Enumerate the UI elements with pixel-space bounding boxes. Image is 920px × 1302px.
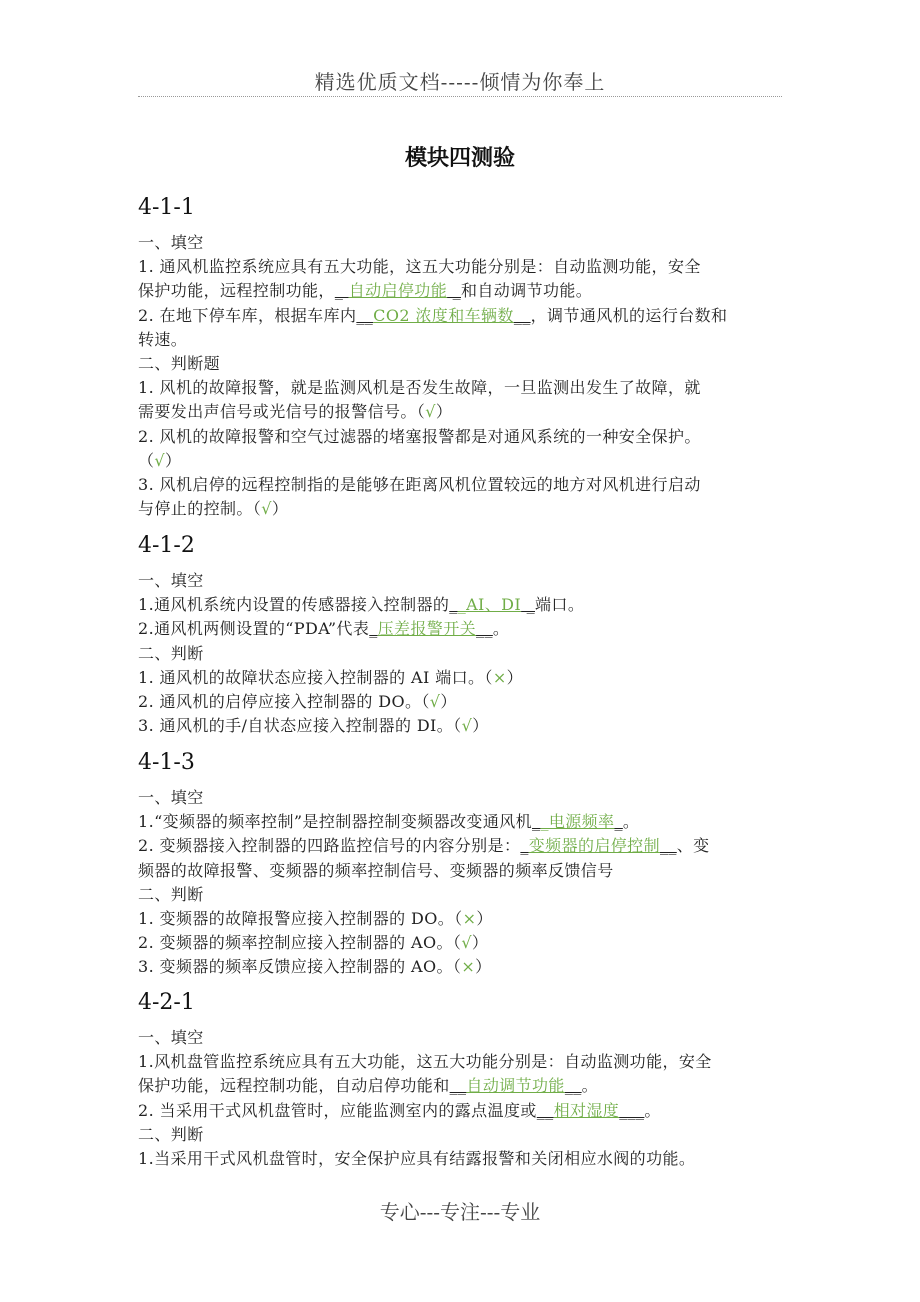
- judge-text: 1.当采用干式风机盘管时，安全保护应具有结露报警和关闭相应水阀的功能。: [138, 1149, 696, 1169]
- check-mark-icon: √: [461, 933, 472, 953]
- section-4-1-1: [138, 193, 788, 521]
- judge-label: 二、判断: [138, 643, 204, 663]
- answer-text: 压差报警开关: [377, 619, 477, 639]
- question-text: 转速。: [138, 329, 188, 349]
- cross-mark-icon: ×: [461, 957, 476, 977]
- question-text: 频器的故障报警、变频器的频率控制信号、变频器的频率反馈信号: [138, 860, 614, 880]
- section-4-2-1: [138, 988, 788, 1171]
- document-title: 模块四测验: [404, 145, 515, 171]
- answer-text: 自动调节功能: [466, 1076, 565, 1096]
- question-text: 保护功能，远程控制功能，_ 自动启停功能 _和自动调节功能。: [138, 281, 593, 301]
- check-mark-icon: √: [154, 450, 166, 470]
- judge-text: 1. 风机的故障报警，就是监测风机是否发生故障，一旦监测出发生了故障，就: [138, 378, 701, 398]
- question-text: 1.通风机系统内设置的传感器接入控制器的__AI、DI _端口。: [138, 595, 585, 615]
- judge-text: 3. 通风机的手/自状态应接入控制器的 DI。（√）: [138, 716, 489, 736]
- page-header: 精选优质文档-----倾情为你奉上: [314, 70, 606, 94]
- check-mark-icon: √: [461, 716, 473, 736]
- section-4-1-2: [138, 531, 788, 738]
- judge-text: 需要发出声信号或光信号的报警信号。（√）: [138, 402, 453, 422]
- check-mark-icon: √: [261, 499, 272, 519]
- fill-label: 一、填空: [138, 788, 204, 807]
- question-text: 2.通风机两侧设置的“PDA”代表_压差报警开关__。: [138, 619, 510, 639]
- answer-text: 相对湿度: [553, 1100, 620, 1120]
- section-heading: 4-1-1: [138, 195, 195, 220]
- answer-text: 变频器的启停控制: [528, 836, 660, 856]
- answer-text: 自动启停功能: [348, 281, 448, 301]
- question-text: 1. 通风机监控系统应具有五大功能，这五大功能分别是：自动监测功能，安全: [138, 257, 701, 277]
- question-text: 1.风机盘管监控系统应具有五大功能，这五大功能分别是：自动监测功能，安全: [138, 1052, 712, 1072]
- check-mark-icon: √: [425, 402, 436, 422]
- question-text: 2. 在地下停车库，根据车库内__CO2 浓度和车辆数__，调节通风机的运行台数和: [138, 305, 728, 325]
- judge-text: 3. 变频器的频率反馈应接入控制器的 AO。（×）: [138, 957, 492, 977]
- cross-mark-icon: ×: [492, 667, 507, 687]
- judge-text: 3. 风机启停的远程控制指的是能够在距离风机位置较远的地方对风机进行启动: [138, 475, 701, 495]
- section-heading: 4-2-1: [138, 990, 195, 1015]
- question-text: 保护功能，远程控制功能，自动启停功能和__自动调节功能__。: [138, 1076, 599, 1096]
- judge-text: 2. 通风机的启停应接入控制器的 DO。（√）: [138, 692, 457, 712]
- answer-text: _AI、DI: [457, 595, 522, 615]
- fill-label: 一、填空: [138, 571, 204, 590]
- cross-mark-icon: ×: [462, 909, 477, 929]
- judge-text: 1. 通风机的故障状态应接入控制器的 AI 端口。（×）: [138, 667, 524, 687]
- judge-label: 二、判断: [138, 884, 204, 904]
- judge-text: 与停止的控制。（√）: [138, 499, 289, 519]
- question-text: 1.“变频器的频率控制”是控制器控制变频器改变通风机__电源频率_。: [138, 812, 640, 832]
- answer-text: _电源频率: [540, 812, 615, 832]
- judge-text: 2. 变频器的频率控制应接入控制器的 AO。（√）: [138, 933, 489, 953]
- section-4-1-3: [138, 748, 788, 980]
- judge-label: 二、判断题: [138, 354, 221, 374]
- answer-text: CO2 浓度和车辆数: [373, 305, 514, 325]
- judge-text: 1. 变频器的故障报警应接入控制器的 DO。（×）: [138, 909, 493, 929]
- page-footer: 专心---专注---专业: [379, 1200, 541, 1224]
- judge-text: 2. 风机的故障报警和空气过滤器的堵塞报警都是对通风系统的一种安全保护。: [138, 426, 701, 446]
- judge-text: （√）: [138, 450, 182, 470]
- fill-label: 一、填空: [138, 1028, 204, 1047]
- section-heading: 4-1-2: [138, 533, 195, 558]
- check-mark-icon: √: [429, 692, 441, 712]
- question-text: 2. 当采用干式风机盘管时，应能监测室内的露点温度或__相对湿度___。: [138, 1100, 661, 1120]
- fill-label: 一、填空: [138, 233, 204, 252]
- judge-label: 二、判断: [138, 1124, 204, 1144]
- section-heading: 4-1-3: [138, 750, 195, 775]
- question-text: 2. 变频器接入控制器的四路监控信号的内容分别是：_变频器的启停控制__、变: [138, 836, 710, 856]
- header-divider: [138, 96, 782, 97]
